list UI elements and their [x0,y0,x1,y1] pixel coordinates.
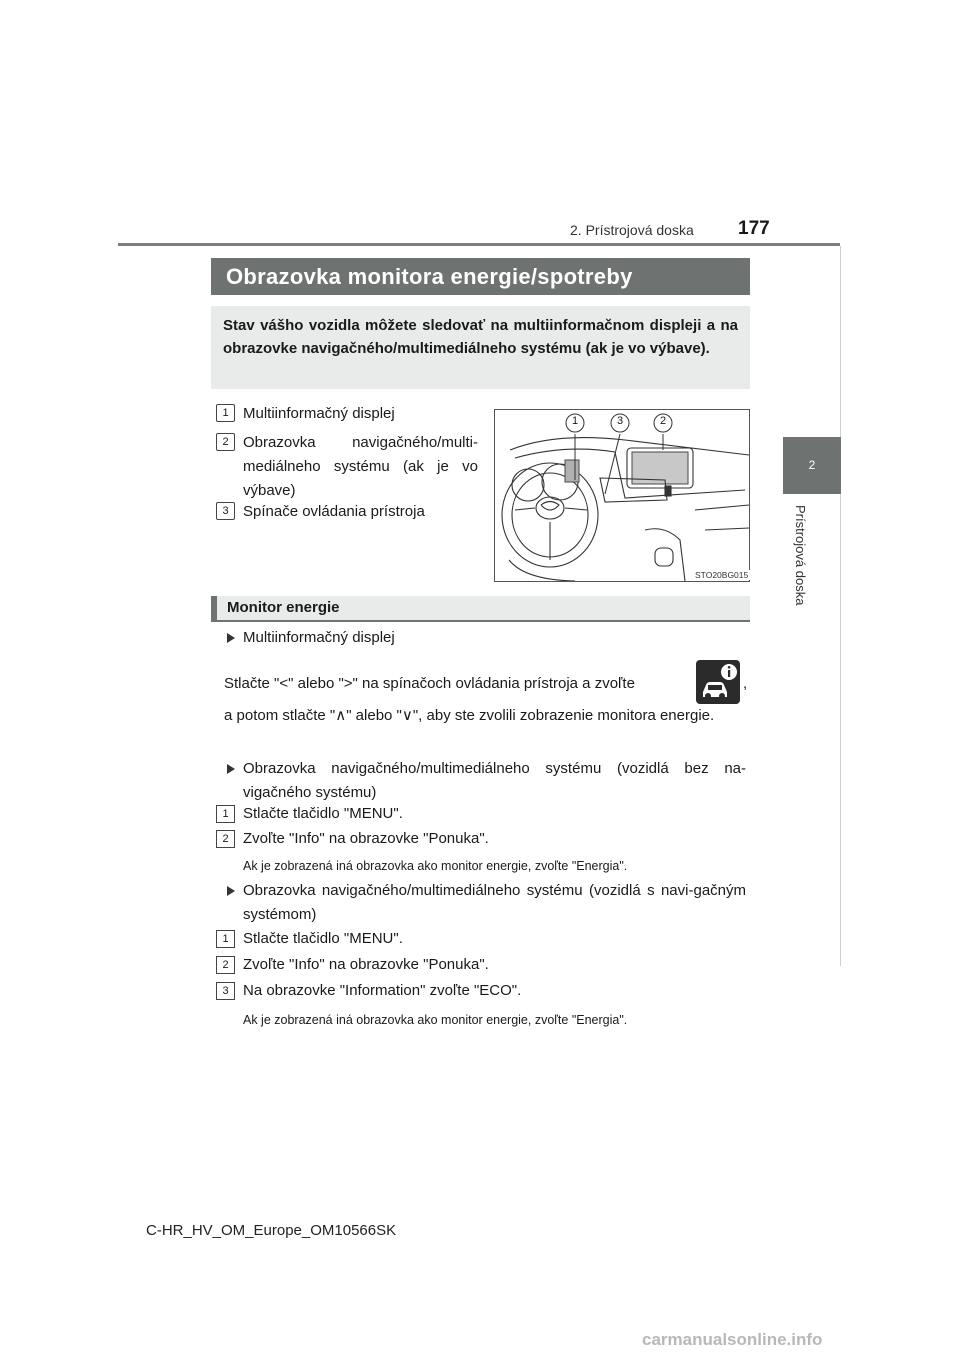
legend-item: Obrazovka navigačného/multi-mediálneho systému (ak je vo výbave) [243,434,478,499]
bullet-triangle-icon [227,633,235,643]
step-number: 3 [216,982,235,1000]
bullet-triangle-icon [227,764,235,774]
step-text: Stlačte tlačidlo "MENU". [243,930,403,947]
step-number: 2 [216,956,235,974]
dashboard-illustration [494,409,750,582]
section-title: 2. Prístrojová doska [570,222,694,238]
paragraph: Stlačte "<" alebo ">" na spínačoch ovládania prístroja a zvoľte [224,675,635,692]
page-number: 177 [738,218,770,239]
legend-item: Multiinformačný displej [243,405,395,422]
step-number: 1 [216,805,235,823]
step-number: 2 [216,830,235,848]
bullet-text: Obrazovka navigačného/multimediálneho systému (vozidlá bez na-vigačného systému) [243,760,746,801]
vehicle-info-icon [696,660,740,704]
page-title: Obrazovka monitora energie/spotreby [211,258,750,295]
step-text: Zvoľte "Info" na obrazovke "Ponuka". [243,956,489,973]
paragraph: a potom stlačte "∧" alebo "∨", aby ste zvolili zobrazenie monitora energie. [224,707,715,724]
bullet-triangle-icon [227,886,235,896]
paragraph-end: , [743,675,748,692]
step-text: Zvoľte "Info" na obrazovke "Ponuka". [243,830,489,847]
step-text: Na obrazovke "Information" zvoľte "ECO". [243,982,522,999]
callout-label: 2 [659,415,667,427]
step-number: 1 [216,930,235,948]
note: Ak je zobrazená iná obrazovka ako monitor energie, zvoľte "Energia". [243,1013,628,1027]
chapter-tab: 2 [783,437,841,494]
document-code: C-HR_HV_OM_Europe_OM10566SK [146,1222,397,1239]
illustration-code: STO20BG015 [695,570,749,580]
legend-item: Spínače ovládania prístroja [243,503,425,520]
callout-label: 3 [616,415,624,427]
chapter-label: Prístrojová doska [793,505,808,606]
legend-number: 2 [216,433,235,451]
side-rule [840,246,841,966]
note: Ak je zobrazená iná obrazovka ako monitor energie, zvoľte "Energia". [243,859,628,873]
callout-label: 1 [571,415,579,427]
header-rule [118,243,840,246]
bullet-text: Multiinformačný displej [243,629,395,646]
bullet-text: Obrazovka navigačného/multimediálneho systému (vozidlá s navi-gačným systémom) [243,882,746,923]
step-text: Stlačte tlačidlo "MENU". [243,805,403,822]
legend-number: 3 [216,502,235,520]
dashboard-drawing [495,410,749,581]
subsection-heading: Monitor energie [211,596,750,622]
legend-number: 1 [216,404,235,422]
intro-box: Stav vášho vozidla môžete sledovať na multiinformačnom displeji a na obrazovke navigačného/multimediálneho systému (ak je vo výbave). [211,306,750,389]
watermark: carmanualsonline.info [642,1330,823,1349]
